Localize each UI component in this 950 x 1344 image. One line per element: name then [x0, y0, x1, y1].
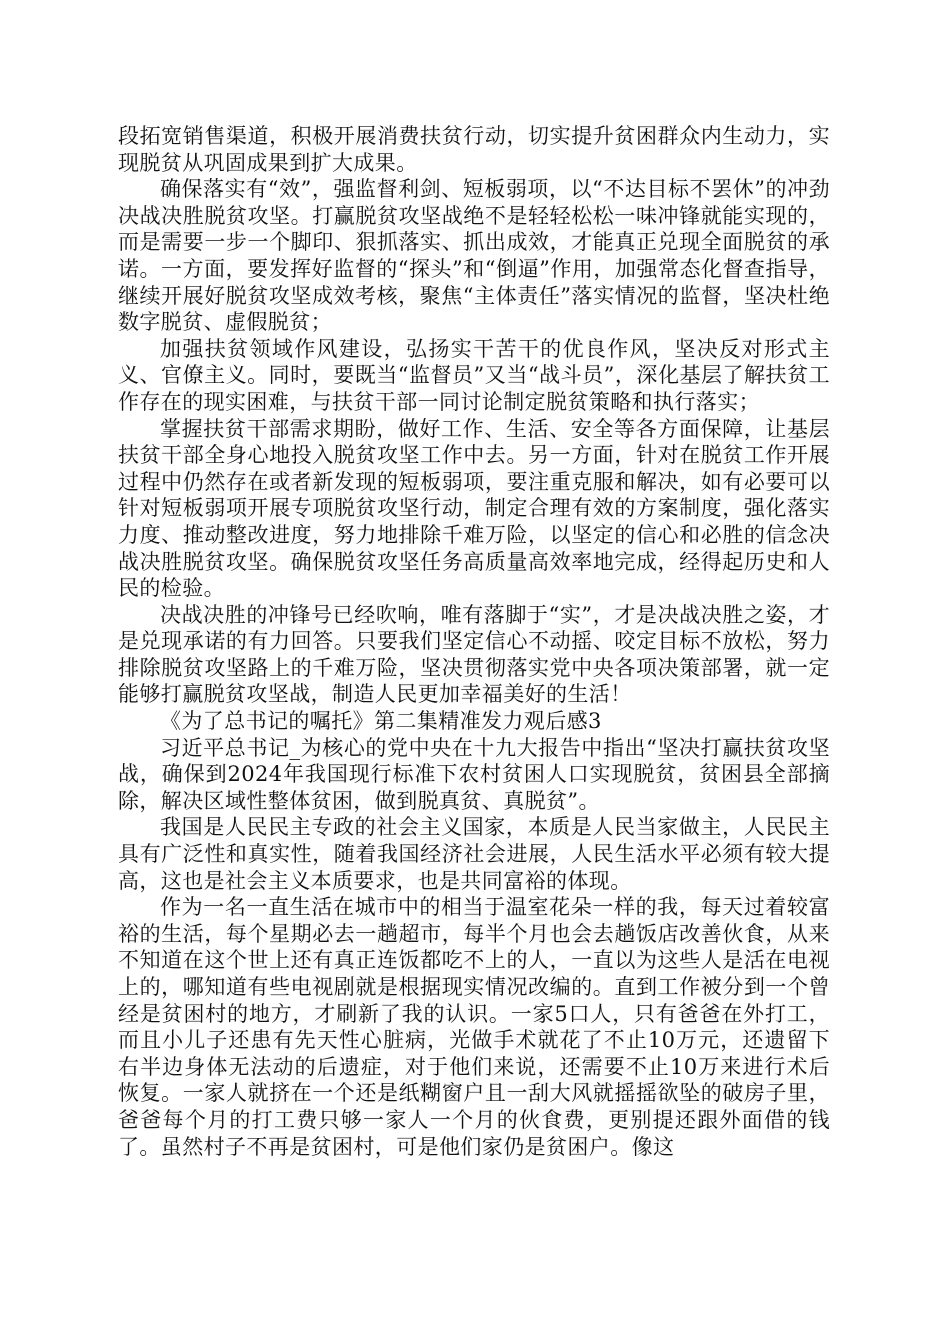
paragraph-cadre-needs: 掌握扶贫干部需求期盼，做好工作、生活、安全等各方面保障，让基层扶贫干部全身心地投入脱贫攻坚工作中去。另一方面，针对在脱贫工作开展过程中仍然存在或者新发现的短板弱项，要注重克服和解决，如有必要可以针对短板弱项开展专项脱贫攻坚行动，制定合理有效的方案制度，强化落实力度、推动整改进度，努力地排除千难万险，以坚定的信心和必胜的信念决战决胜脱贫攻坚。确保脱贫攻坚任务高质量高效率地完成，经得起历史和人民的检验。 — [118, 416, 830, 601]
document-body — [118, 123, 830, 1160]
paragraph-personal-story: 作为一名一直生活在城市中的相当于温室花朵一样的我，每天过着较富裕的生活，每个星期必去一趟超市，每半个月也会去趟饭店改善伙食，从来不知道在这个世上还有真正连饭都吃不上的人，一直以为这些人是活在电视上的，哪知道有些电视剧就是根据现实情况改编的。直到工作被分到一个曾经是贫困村的地方，才刷新了我的认识。一家5口人，只有爸爸在外打工，而且小儿子还患有先天性心脏病，光做手术就花了不止10万元，还遗留下右半边身体无法动的后遗症，对于他们来说，还需要不止10万来进行术后恢复。一家人就挤在一个还是纸糊窗户且一刮大风就摇摇欲坠的破房子里，爸爸每个月的打工费只够一家人一个月的伙食费，更别提还跟外面借的钱了。虽然村子不再是贫困村，可是他们家仍是贫困户。像这 — [118, 895, 830, 1159]
paragraph-nineteenth-congress: 习近平总书记_为核心的党中央在十九大报告中指出“坚决打赢扶贫攻坚战，确保到2024年我国现行标准下农村贫困人口实现脱贫，贫困县全部摘除，解决区域性整体贫困，做到脱真贫、真脱贫”。 — [118, 735, 830, 813]
paragraph-ensure-effect: 确保落实有“效”，强监督利剑、短板弱项，以“不达目标不罢休”的冲劲决战决胜脱贫攻坚。打赢脱贫攻坚战绝不是轻轻松松一味冲锋就能实现的，而是需要一步一个脚印、狠抓落实、抓出成效，才能真正兑现全面脱贫的承诺。一方面，要发挥好监督的“探头”和“倒逼”作用，加强常态化督查指导，继续开展好脱贫攻坚成效考核，聚焦“主体责任”落实情况的监督，坚决杜绝数字脱贫、虚假脱贫； — [118, 177, 830, 335]
paragraph-socialist-nature: 我国是人民民主专政的社会主义国家，本质是人民当家做主，人民民主具有广泛性和真实性，随着我国经济社会进展，人民生活水平必须有较大提高，这也是社会主义本质要求，也是共同富裕的体现。 — [118, 815, 830, 893]
paragraph-decisive-battle: 决战决胜的冲锋号已经吹响，唯有落脚于“实”，才是决战决胜之姿，才是兑现承诺的有力回答。只要我们坚定信心不动摇、咬定目标不放松，努力排除脱贫攻坚路上的千难万险，坚决贯彻落实党中央各项决策部署，就一定能够打赢脱贫攻坚战，制造人民更加幸福美好的生活！ — [118, 602, 830, 707]
section-heading: 《为了总书记的嘱托》第二集精准发力观后感3 — [160, 709, 602, 734]
paragraph-continuation: 段拓宽销售渠道，积极开展消费扶贫行动，切实提升贫困群众内生动力，实现脱贫从巩固成果到扩大成果。 — [118, 124, 830, 175]
paragraph-work-style: 加强扶贫领域作风建设，弘扬实干苦干的优良作风，坚决反对形式主义、官僚主义。同时，要既当“监督员”又当“战斗员”，深化基层了解扶贫工作存在的现实困难，与扶贫干部一同讨论制定脱贫策略和执行落实； — [118, 336, 830, 414]
